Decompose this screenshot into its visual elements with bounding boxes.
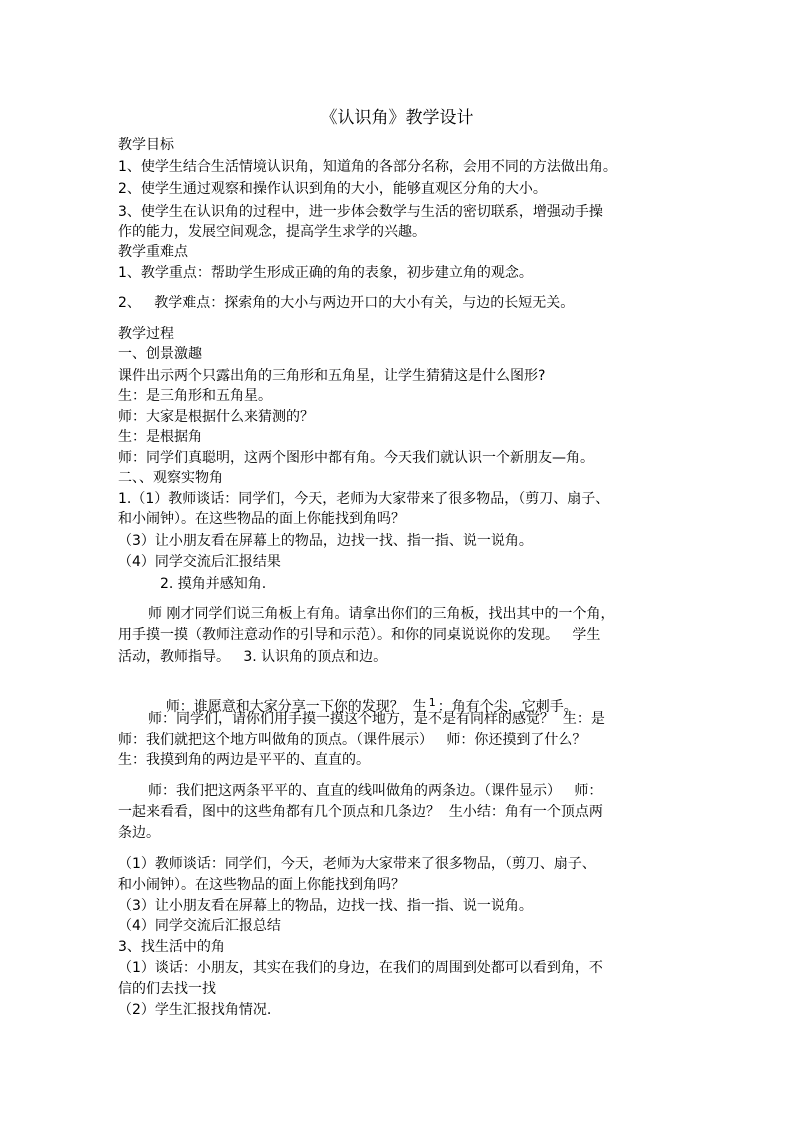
paragraph-line: 师 刚才同学们说三角板上有角。请拿出你们的三角板，找出其中的一个角， bbox=[148, 606, 615, 622]
paragraph-line: 和小闹钟）。在这些物品的面上你能找到角吗？ bbox=[118, 511, 405, 527]
paragraph-line: 2. 摸角并感知角. bbox=[160, 576, 267, 592]
paragraph-line: （4）同学交流后汇报总结 bbox=[118, 918, 281, 934]
document-title: 《认识角》教学设计 bbox=[320, 108, 474, 128]
paragraph-line: 和小闹钟）。在这些物品的面上你能找到角吗？ bbox=[118, 877, 405, 893]
paragraph-line: 3、使学生在认识角的过程中，进一步体会数学与生活的密切联系，增强动手操 bbox=[118, 204, 603, 220]
paragraph-line: （3）让小朋友看在屏幕上的物品，边找一找、指一指、说一说角。 bbox=[118, 898, 533, 914]
section-heading: 教学目标 bbox=[118, 137, 174, 153]
line-suffix: ：角有个尖，它刺手。 bbox=[437, 699, 578, 715]
paragraph-line: 用手摸一摸（教师注意动作的引导和示范）。和你的同桌说说你的发现。 学生 bbox=[118, 627, 601, 643]
paragraph-line: 师：我们就把这个地方叫做角的顶点。（课件展示） 师：你还摸到了什么？ bbox=[118, 732, 587, 748]
paragraph-line: 信的们去找一找 bbox=[118, 981, 216, 997]
line-prefix: 师：谁愿意和大家分享一下你的发现？ 生 bbox=[165, 699, 427, 715]
paragraph-line: 2、使学生通过观察和操作认识到角的大小，能够直观区分角的大小。 bbox=[118, 181, 547, 197]
paragraph-line: （2）学生汇报找角情况. bbox=[118, 1002, 272, 1018]
superscript: 1 bbox=[428, 696, 436, 709]
paragraph-line: 生：我摸到角的两边是平平的、直直的。 bbox=[118, 752, 370, 768]
paragraph-line: 师：大家是根据什么来猜测的？ bbox=[118, 409, 314, 425]
paragraph-line: 师：我们把这两条平平的、直直的线叫做角的两条边。（课件显示） 师： bbox=[148, 783, 603, 799]
paragraph-line: 1.（1）教师谈话：同学们，今天，老师为大家带来了很多物品，（剪刀、扇子、 bbox=[118, 491, 610, 507]
paragraph-line: 1、使学生结合生活情境认识角，知道角的各部分名称，会用不同的方法做出角。 bbox=[118, 159, 617, 175]
paragraph-line: 课件出示两个只露出角的三角形和五角星，让学生猜猜这是什么图形? bbox=[118, 368, 546, 384]
paragraph-line: 生：是根据角 bbox=[118, 429, 202, 445]
subsection-heading: 一、创景激趣 bbox=[118, 346, 202, 362]
paragraph-line: 师：同学们真聪明，这两个图形中都有角。今天我们就认识一个新朋友—角。 bbox=[118, 450, 594, 466]
paragraph-line: 作的能力，发展空间观念，提高学生求学的兴趣。 bbox=[118, 224, 426, 240]
paragraph-line: 一起来看看，图中的这些角都有几个顶点和几条边？ 生小结：角有一个顶点两 bbox=[118, 804, 603, 820]
paragraph-line: 1、教学重点：帮助学生形成正确的角的表象，初步建立角的观念。 bbox=[118, 265, 533, 281]
section-heading: 教学过程 bbox=[118, 326, 174, 342]
paragraph-line: 生：是三角形和五角星。 bbox=[118, 388, 272, 404]
paragraph-line: （4）同学交流后汇报结果 bbox=[118, 554, 281, 570]
subsection-heading: 二、、观察实物角 bbox=[118, 470, 223, 486]
paragraph-line: （1）教师谈话：同学们，今天，老师为大家带来了很多物品，（剪刀、扇子、 bbox=[118, 856, 596, 872]
paragraph-line: 活动，教师指导。 3. 认识角的顶点和边。 bbox=[118, 649, 388, 665]
section-heading: 教学重难点 bbox=[118, 244, 188, 260]
paragraph-line: 条边。 bbox=[118, 825, 160, 841]
paragraph-line: （3）让小朋友看在屏幕上的物品，边找一找、指一指、说一说角。 bbox=[118, 533, 533, 549]
paragraph-line: 师：同学们，请你们用手摸一摸这个地方，是不是有同样的感觉？ 生：是 bbox=[148, 711, 605, 727]
paragraph-line: 2、 教学难点：探索角的大小与两边开口的大小有关，与边的长短无关。 bbox=[118, 295, 575, 311]
subsection-heading: 3、找生活中的角 bbox=[118, 939, 225, 955]
paragraph-line: （1）谈话：小朋友，其实在我们的身边，在我们的周围到处都可以看到角，不 bbox=[118, 960, 603, 976]
